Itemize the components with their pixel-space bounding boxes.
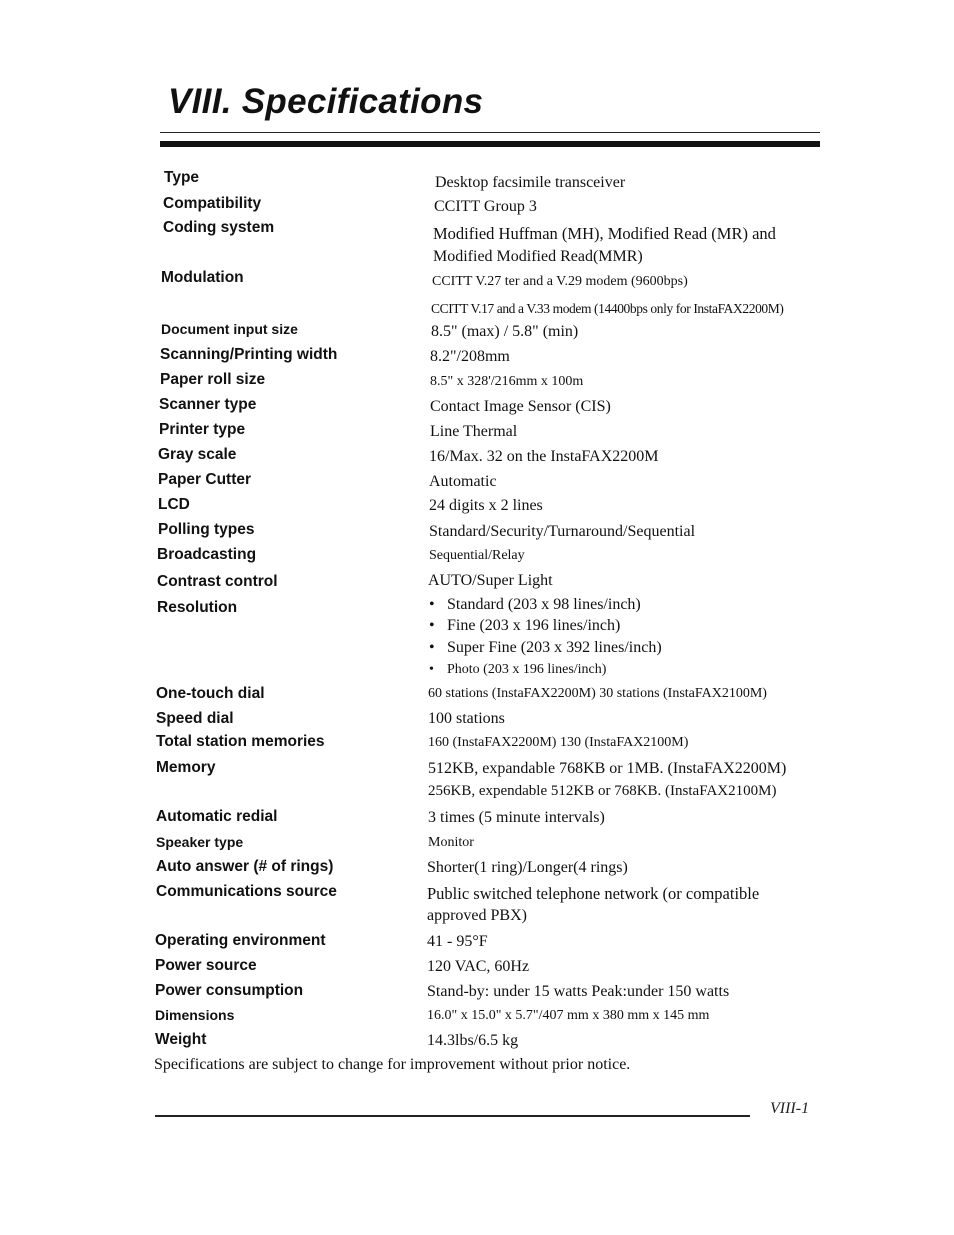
- automatic-redial-label: Automatic redial: [156, 808, 278, 825]
- paper-roll-size-value: 8.5" x 328'/216mm x 100m: [430, 374, 584, 389]
- resolution-item: • Super Fine (203 x 392 lines/inch): [429, 639, 662, 656]
- auto-answer-label: Auto answer (# of rings): [156, 858, 334, 875]
- type-label: Type: [164, 169, 200, 186]
- weight-label: Weight: [155, 1031, 207, 1048]
- broadcasting-label: Broadcasting: [157, 546, 257, 563]
- bullet-icon: •: [429, 617, 435, 634]
- speed-dial-label: Speed dial: [156, 710, 234, 727]
- power-source-value: 120 VAC, 60Hz: [427, 958, 530, 975]
- dimensions-label: Dimensions: [155, 1007, 235, 1023]
- page-number: VIII-1: [770, 1100, 810, 1117]
- lcd-value: 24 digits x 2 lines: [429, 497, 543, 514]
- memory-value-1: 512KB, expandable 768KB or 1MB. (InstaFAX2200M): [428, 760, 787, 777]
- polling-types-value: Standard/Security/Turnaround/Sequential: [429, 523, 696, 540]
- memory-label: Memory: [156, 759, 216, 776]
- communications-source-value-1: Public switched telephone network (or compatible: [427, 884, 760, 903]
- printer-type-value: Line Thermal: [430, 423, 518, 440]
- gray-scale-label: Gray scale: [158, 446, 237, 463]
- type-value: Desktop facsimile transceiver: [435, 174, 626, 191]
- operating-environment-label: Operating environment: [155, 932, 326, 949]
- compatibility-value: CCITT Group 3: [434, 198, 537, 215]
- dimensions-value: 16.0" x 15.0" x 5.7"/407 mm x 380 mm x 145 mm: [427, 1008, 710, 1023]
- scanner-type-value: Contact Image Sensor (CIS): [430, 398, 611, 415]
- paper-roll-size-label: Paper roll size: [160, 371, 266, 388]
- resolution-item: • Standard (203 x 98 lines/inch): [429, 596, 641, 613]
- speed-dial-value: 100 stations: [428, 710, 505, 727]
- title-rule-thick: [160, 141, 820, 147]
- one-touch-dial-label: One-touch dial: [156, 685, 265, 702]
- power-consumption-label: Power consumption: [155, 982, 304, 999]
- coding-system-value-2: Modified Modified Read(MMR): [433, 248, 643, 265]
- broadcasting-value: Sequential/Relay: [429, 548, 525, 563]
- contrast-control-value: AUTO/Super Light: [428, 572, 553, 589]
- title-rule-thin: [160, 132, 820, 133]
- total-station-memories-label: Total station memories: [156, 733, 325, 750]
- scanning-width-value: 8.2"/208mm: [430, 348, 510, 365]
- document-input-size-value: 8.5" (max) / 5.8" (min): [431, 323, 579, 340]
- footer-rule: [155, 1115, 750, 1117]
- bullet-icon: •: [429, 662, 434, 677]
- auto-answer-value: Shorter(1 ring)/Longer(4 rings): [427, 859, 628, 876]
- modulation-value-2: CCITT V.17 and a V.33 modem (14400bps only for InstaFAX2200M): [431, 301, 784, 316]
- modulation-label: Modulation: [161, 269, 244, 286]
- total-station-memories-value: 160 (InstaFAX2200M) 130 (InstaFAX2100M): [428, 735, 689, 750]
- page-title: VIII. Specifications: [168, 82, 484, 121]
- power-source-label: Power source: [155, 957, 257, 974]
- one-touch-dial-value: 60 stations (InstaFAX2200M) 30 stations (InstaFAX2100M): [428, 686, 767, 701]
- lcd-label: LCD: [158, 496, 190, 513]
- communications-source-value-2: approved PBX): [427, 907, 527, 924]
- footnote: Specifications are subject to change for improvement without prior notice.: [154, 1056, 631, 1073]
- speaker-type-label: Speaker type: [156, 834, 244, 850]
- gray-scale-value: 16/Max. 32 on the InstaFAX2200M: [429, 448, 659, 465]
- coding-system-value-1: Modified Huffman (MH), Modified Read (MR) and: [433, 224, 776, 243]
- weight-value: 14.3lbs/6.5 kg: [427, 1032, 519, 1049]
- automatic-redial-value: 3 times (5 minute intervals): [428, 809, 605, 826]
- resolution-item: • Fine (203 x 196 lines/inch): [429, 617, 621, 634]
- power-consumption-value: Stand-by: under 15 watts Peak:under 150 watts: [427, 983, 730, 1000]
- bullet-icon: •: [429, 596, 435, 613]
- printer-type-label: Printer type: [159, 421, 246, 438]
- communications-source-label: Communications source: [156, 883, 337, 900]
- paper-cutter-label: Paper Cutter: [158, 471, 252, 488]
- polling-types-label: Polling types: [158, 521, 255, 538]
- speaker-type-value: Monitor: [428, 835, 474, 850]
- scanner-type-label: Scanner type: [159, 396, 257, 413]
- modulation-value-1: CCITT V.27 ter and a V.29 modem (9600bps): [432, 274, 688, 289]
- coding-system-label: Coding system: [163, 219, 275, 236]
- bullet-icon: •: [429, 639, 435, 656]
- scanning-width-label: Scanning/Printing width: [160, 346, 338, 363]
- paper-cutter-value: Automatic: [429, 473, 497, 490]
- resolution-label: Resolution: [157, 599, 238, 616]
- resolution-item: • Photo (203 x 196 lines/inch): [429, 662, 607, 677]
- memory-value-2: 256KB, expendable 512KB or 768KB. (InstaFAX2100M): [428, 783, 777, 799]
- contrast-control-label: Contrast control: [157, 573, 278, 590]
- document-input-size-label: Document input size: [161, 321, 298, 337]
- operating-environment-value: 41 - 95°F: [427, 933, 488, 950]
- compatibility-label: Compatibility: [163, 195, 262, 212]
